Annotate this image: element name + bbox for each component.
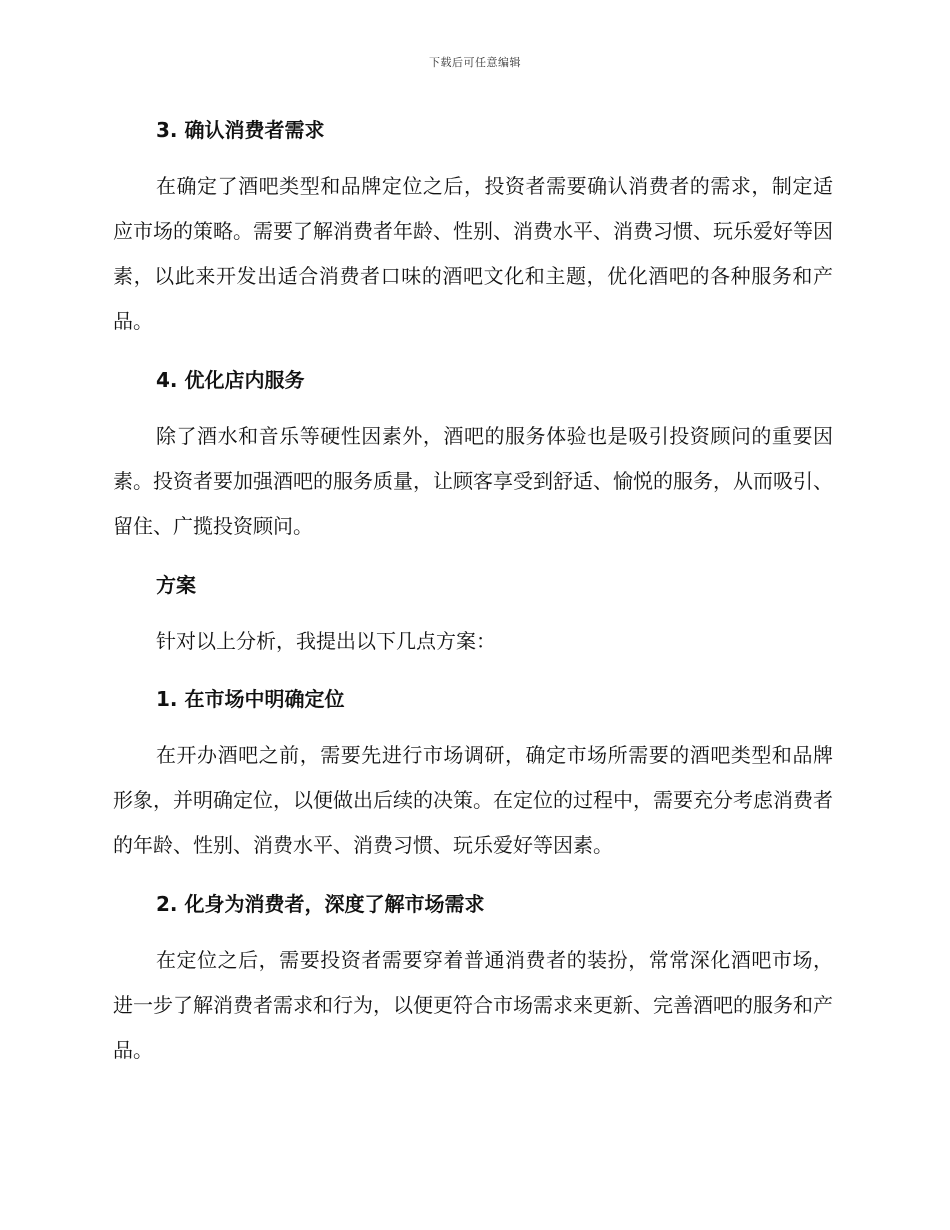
paragraph-optimize-service: 除了酒水和音乐等硬性因素外，酒吧的服务体验也是吸引投资顾问的重要因素。投资者要加强酒吧的服务质量，让顾客享受到舒适、愉悦的服务，从而吸引、留住、广揽投资顾问。 xyxy=(113,424,833,538)
paragraph-confirm-demand: 在确定了酒吧类型和品牌定位之后，投资者需要确认消费者的需求，制定适应市场的策略。需要了解消费者年龄、性别、消费水平、消费习惯、玩乐爱好等因素，以此来开发出适合消费者口味的酒吧文化和主题，优化酒吧的各种服务和产品。 xyxy=(113,174,833,333)
paragraph-market-positioning: 在开办酒吧之前，需要先进行市场调研，确定市场所需要的酒吧类型和品牌形象，并明确定位，以便做出后续的决策。在定位的过程中，需要充分考虑消费者的年龄、性别、消费水平、消费习惯、玩乐爱好等因素。 xyxy=(113,743,833,857)
section-heading-optimize-service: 4. 优化店内服务 xyxy=(156,368,305,392)
section-heading-become-consumer: 2. 化身为消费者，深度了解市场需求 xyxy=(156,892,485,916)
section-heading-confirm-demand: 3. 确认消费者需求 xyxy=(156,118,325,142)
section-heading-plan: 方案 xyxy=(156,573,196,597)
section-heading-market-positioning: 1. 在市场中明确定位 xyxy=(156,687,345,711)
document-body xyxy=(113,108,833,1073)
paragraph-plan-intro: 针对以上分析，我提出以下几点方案： xyxy=(156,629,496,653)
paragraph-become-consumer: 在定位之后，需要投资者需要穿着普通消费者的装扮，常常深化酒吧市场，进一步了解消费者需求和行为，以便更符合市场需求来更新、完善酒吧的服务和产品。 xyxy=(113,948,833,1062)
page-header-note: 下载后可任意编辑 xyxy=(429,56,521,69)
